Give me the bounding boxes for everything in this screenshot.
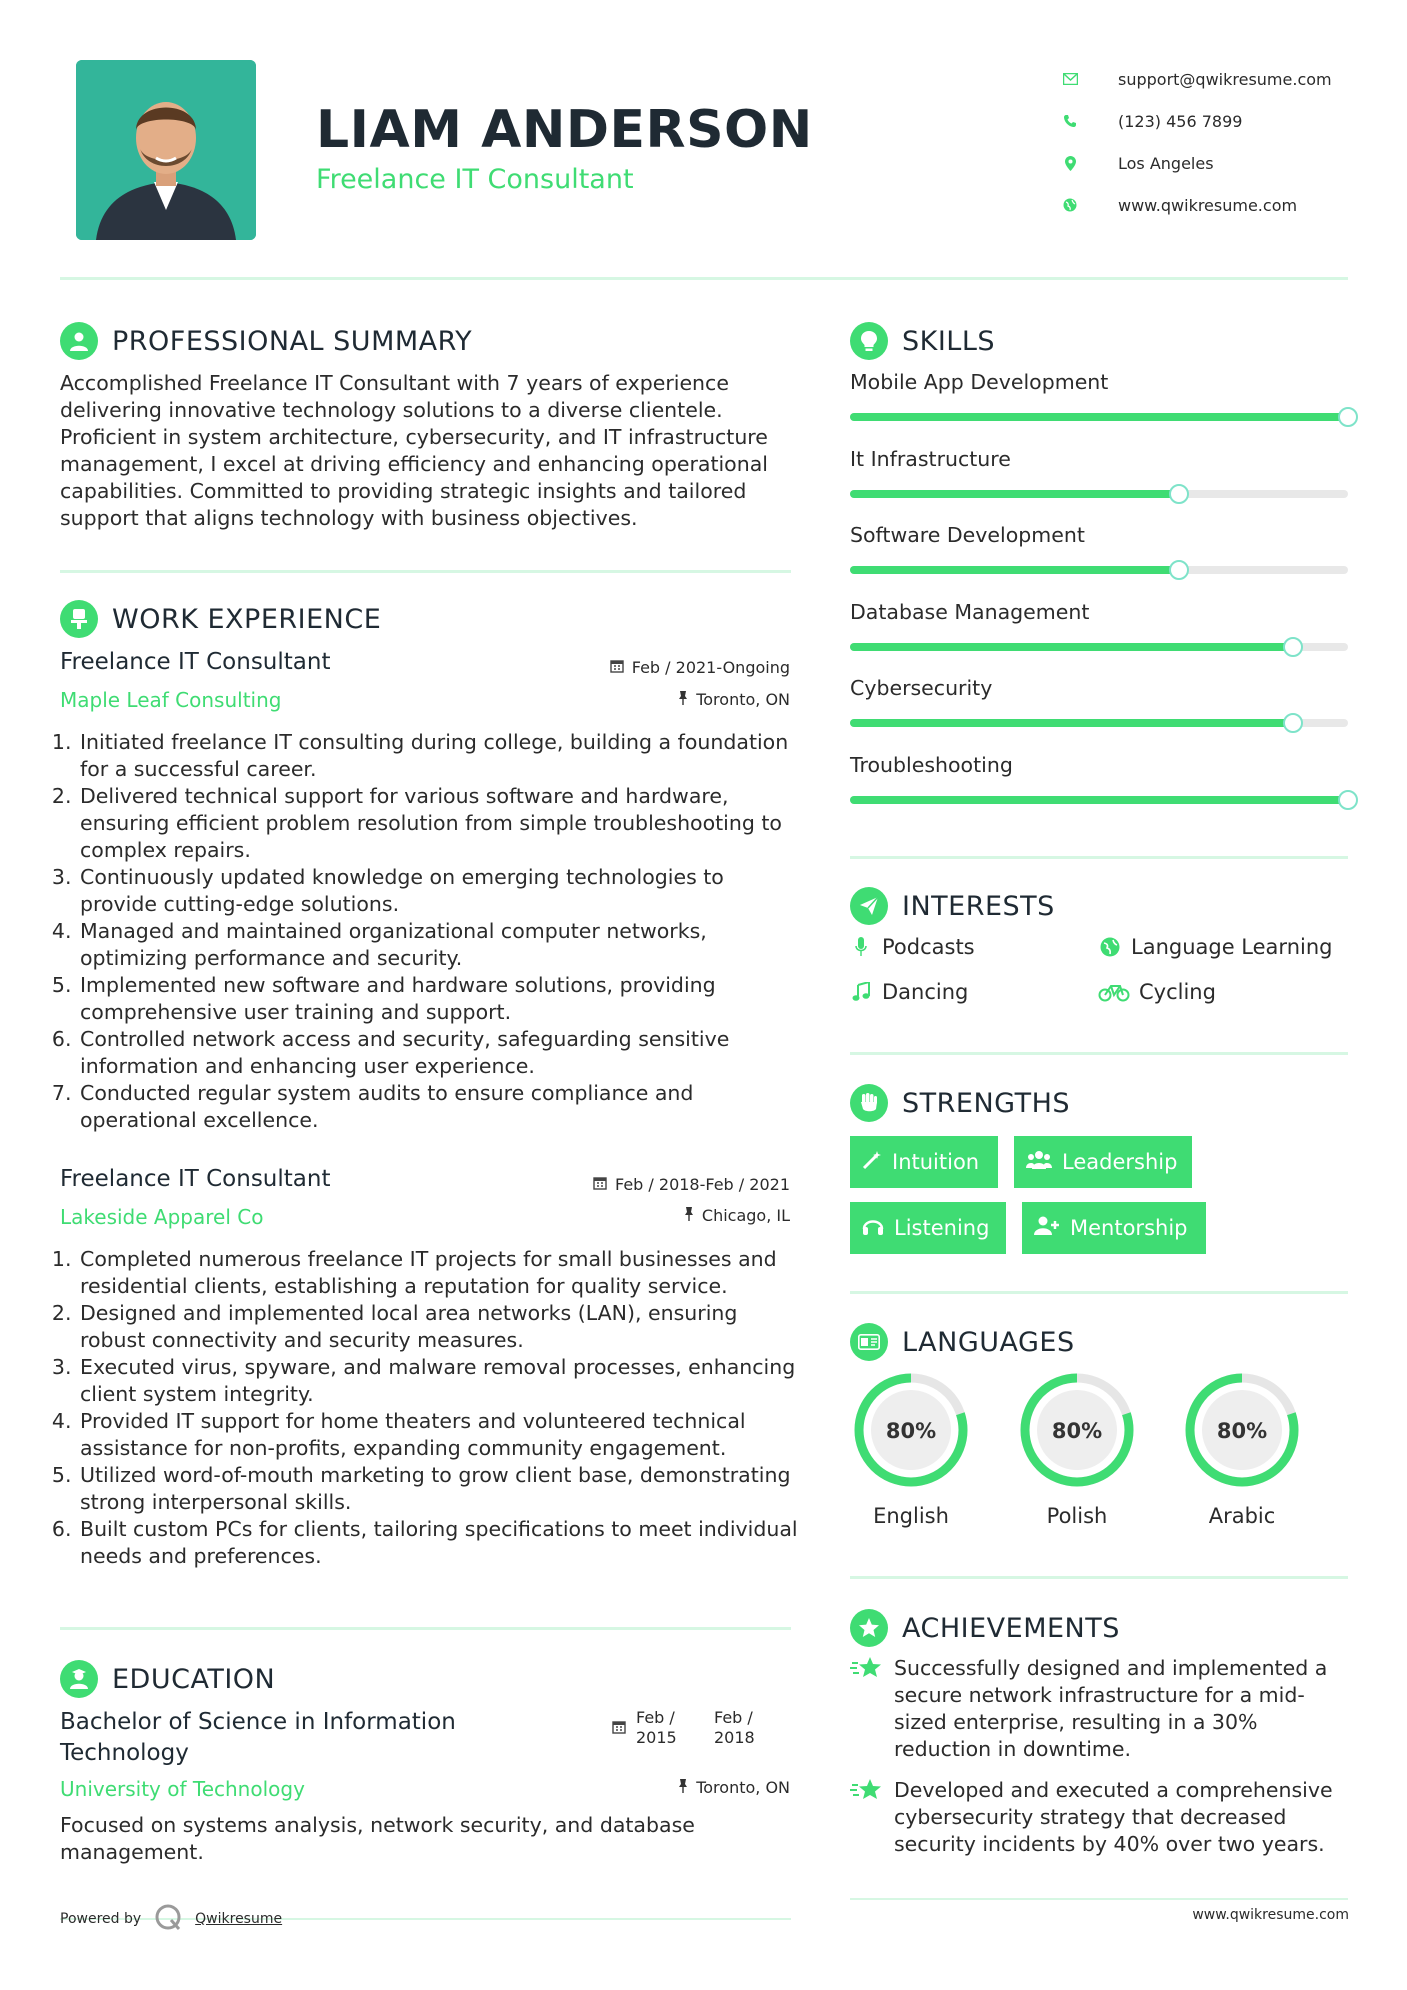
skill-level-knob <box>1169 560 1189 580</box>
strengths-divider <box>850 1291 1348 1294</box>
strength-intuition <box>850 1136 998 1188</box>
skill-level-knob <box>1338 790 1358 810</box>
languages-divider <box>850 1576 1348 1579</box>
footer-divider-right <box>850 1898 1348 1900</box>
calendar-icon <box>612 1719 626 1738</box>
job-2-date-text: Feb / 2018-Feb / 2021 <box>615 1175 790 1194</box>
language-ring <box>1015 1368 1139 1496</box>
contact-location-text: Los Angeles <box>1118 153 1214 173</box>
languages-heading <box>850 1323 1075 1361</box>
skills-title: SKILLS <box>902 325 996 357</box>
language-percent: 80% <box>885 1419 937 1443</box>
skill-label: Mobile App Development <box>850 370 1109 394</box>
languages-title: LANGUAGES <box>902 1326 1075 1358</box>
interest-podcasts <box>848 935 975 959</box>
user-plus-icon <box>1034 1216 1060 1241</box>
skill-level-knob <box>1283 637 1303 657</box>
skill-bar <box>850 796 1348 804</box>
job-1-location <box>678 690 790 709</box>
duty-item: 4. Managed and maintained organizational computer networks, optimizing performance and security. <box>78 918 798 972</box>
duty-item: 7. Conducted regular system audits to ensure compliance and operational excellence. <box>78 1080 798 1134</box>
interest-language-learning <box>1097 935 1332 959</box>
skill-bar-fill <box>850 566 1179 574</box>
powered-by <box>60 1902 282 1936</box>
job-2-date <box>593 1175 790 1194</box>
job-2-duties <box>58 1246 798 1570</box>
education-date <box>612 1708 762 1748</box>
graduate-icon <box>60 1660 98 1698</box>
skill-bar-fill <box>850 796 1348 804</box>
language-label: Arabic <box>1208 1504 1276 1528</box>
interest-cycling <box>1097 980 1216 1004</box>
contact-email-text: support@qwikresume.com <box>1118 69 1332 89</box>
education-date-start: Feb / 2015 <box>636 1708 677 1747</box>
job-1-company: Maple Leaf Consulting <box>60 688 282 712</box>
job-1-title: Freelance IT Consultant <box>60 649 331 675</box>
job-1-date <box>610 658 790 677</box>
education-title: EDUCATION <box>112 1663 276 1695</box>
strength-label: Mentorship <box>1070 1216 1188 1240</box>
skill-bar-fill <box>850 719 1293 727</box>
headphones-icon <box>862 1216 884 1241</box>
job-1-location-text: Toronto, ON <box>696 690 790 709</box>
strength-mentorship <box>1022 1202 1206 1254</box>
fist-icon <box>850 1084 888 1122</box>
education-description: Focused on systems analysis, network security, and database management. <box>60 1813 695 1864</box>
achievement-text: Developed and executed a comprehensive cybersecurity strategy that decreased security incidents by 40% over two years. <box>894 1778 1333 1856</box>
strengths-heading <box>850 1084 1070 1122</box>
brand-link[interactable]: Qwikresume <box>195 1911 283 1927</box>
star-trophy-icon <box>850 1655 884 1763</box>
calendar-icon <box>593 1175 607 1194</box>
skill-bar-fill <box>850 413 1348 421</box>
job-2-company: Lakeside Apparel Co <box>60 1205 264 1229</box>
skill-level-knob <box>1283 713 1303 733</box>
language-label: Polish <box>1046 1504 1108 1528</box>
education-location <box>678 1778 790 1797</box>
footer-url[interactable]: www.qwikresume.com <box>1192 1907 1349 1923</box>
degree-title: Bachelor of Science in Information Technology <box>60 1709 456 1766</box>
strengths-title: STRENGTHS <box>902 1087 1071 1119</box>
users-icon <box>1026 1150 1052 1175</box>
phone-icon <box>1050 114 1090 128</box>
candidate-name: LIAM ANDERSON <box>316 100 813 160</box>
contact-website-text: www.qwikresume.com <box>1118 195 1298 215</box>
contact-list <box>1050 58 1390 226</box>
skill-bar-fill <box>850 643 1293 651</box>
skill-label: Database Management <box>850 599 1090 624</box>
pushpin-icon <box>684 1206 694 1225</box>
interests-heading <box>850 887 1055 925</box>
skill-bar-fill <box>850 490 1179 498</box>
education-location-text: Toronto, ON <box>696 1778 790 1797</box>
skill-bar <box>850 719 1348 727</box>
school-name: University of Technology <box>60 1777 305 1801</box>
skill-bar <box>850 490 1348 498</box>
skill-label: Cybersecurity <box>850 676 993 700</box>
job-2-location-text: Chicago, IL <box>701 1206 790 1225</box>
interest-dancing <box>848 980 968 1004</box>
language-ring <box>1180 1368 1304 1496</box>
calendar-icon <box>610 658 624 677</box>
interests-title: INTERESTS <box>902 890 1055 922</box>
magic-wand-icon <box>862 1150 882 1175</box>
candidate-title: Freelance IT Consultant <box>316 164 634 195</box>
strength-label: Leadership <box>1062 1150 1178 1174</box>
duty-item: 5. Implemented new software and hardware solutions, providing comprehensive user training and support. <box>78 972 798 1026</box>
star-trophy-icon <box>850 1777 884 1858</box>
duty-item: 6. Controlled network access and security, safeguarding sensitive information and enhancing user experience. <box>78 1026 798 1080</box>
strength-label: Intuition <box>892 1150 980 1174</box>
strength-label: Listening <box>894 1216 990 1240</box>
language-percent: 80% <box>1051 1419 1103 1443</box>
skill-bar <box>850 643 1348 651</box>
contact-phone-text: (123) 456 7899 <box>1118 111 1243 131</box>
lightbulb-icon <box>850 322 888 360</box>
job-1-date-text: Feb / 2021-Ongoing <box>631 658 790 677</box>
pushpin-icon <box>678 690 688 709</box>
skill-bar <box>850 413 1348 421</box>
email-icon <box>1050 73 1090 85</box>
globe-icon <box>1097 937 1123 957</box>
summary-text: Accomplished Freelance IT Consultant with 7 years of experience delivering innovative technology solutions to a diverse clientele. Proficient in system architecture, cybersecurity, and IT infrastructure management, I excel at driving efficiency and enhancing operational capabilities. Committed to providing strategic insights and tailored support that aligns technology with business objectives. <box>60 371 768 530</box>
microphone-icon <box>848 937 874 957</box>
achievement-text: Successfully designed and implemented a secure network infrastructure for a mid-sized enterprise, resulting in a 30% reduction in downtime. <box>894 1656 1328 1761</box>
duty-item: 6. Built custom PCs for clients, tailoring specifications to meet individual needs and preferences. <box>78 1516 798 1570</box>
skill-label: Software Development <box>850 523 1085 547</box>
education-date-end: Feb / 2018 <box>714 1708 755 1747</box>
work-divider <box>60 1627 791 1630</box>
interest-label: Cycling <box>1139 980 1216 1004</box>
interest-label: Dancing <box>882 980 969 1004</box>
education-heading <box>60 1660 275 1698</box>
job-2-title: Freelance IT Consultant <box>60 1166 331 1192</box>
strength-listening <box>850 1202 1006 1254</box>
duty-item: 3. Executed virus, spyware, and malware removal processes, enhancing client system integrity. <box>78 1354 798 1408</box>
skill-label: It Infrastructure <box>850 446 1011 471</box>
summary-heading <box>60 322 472 360</box>
globe-icon <box>1050 198 1090 212</box>
achievements-title: ACHIEVEMENTS <box>902 1612 1120 1644</box>
music-note-icon <box>848 982 874 1002</box>
job-1-duties <box>58 729 798 1134</box>
duty-item: 5. Utilized word-of-mouth marketing to grow client base, demonstrating strong interpersonal skills. <box>78 1462 798 1516</box>
interest-label: Podcasts <box>882 935 975 959</box>
interests-divider <box>850 1052 1348 1055</box>
interest-label: Language Learning <box>1131 935 1333 959</box>
skills-heading <box>850 322 995 360</box>
achievements-heading <box>850 1609 1120 1647</box>
achievement-item <box>850 1777 1350 1858</box>
achievement-item <box>850 1655 1350 1763</box>
duty-item: 1. Completed numerous freelance IT projects for small businesses and residential clients, establishing a reputation for quality service. <box>78 1246 798 1300</box>
summary-title: PROFESSIONAL SUMMARY <box>112 325 473 357</box>
duty-item: 1. Initiated freelance IT consulting during college, building a foundation for a successful career. <box>78 729 798 783</box>
summary-divider <box>60 570 791 573</box>
briefcase-icon <box>60 600 98 638</box>
duty-item: 2. Delivered technical support for various software and hardware, ensuring efficient problem resolution from simple troubleshooting to complex repairs. <box>78 783 798 864</box>
header-divider <box>60 277 1348 280</box>
location-pin-icon <box>1050 156 1090 171</box>
language-percent: 80% <box>1216 1419 1268 1443</box>
strength-leadership <box>1014 1136 1192 1188</box>
skills-divider <box>850 856 1348 859</box>
job-2-location <box>684 1206 790 1225</box>
skill-level-knob <box>1169 484 1189 504</box>
bicycle-icon <box>1097 982 1131 1002</box>
profile-photo <box>76 60 256 240</box>
contact-phone[interactable] <box>1050 100 1390 142</box>
duty-item: 2. Designed and implemented local area networks (LAN), ensuring robust connectivity and security measures. <box>78 1300 798 1354</box>
paper-plane-icon <box>850 887 888 925</box>
star-icon <box>850 1609 888 1647</box>
skill-level-knob <box>1338 407 1358 427</box>
language-icon <box>850 1323 888 1361</box>
user-icon <box>60 322 98 360</box>
work-title: WORK EXPERIENCE <box>112 603 382 635</box>
contact-website[interactable] <box>1050 184 1390 226</box>
duty-item: 4. Provided IT support for home theaters and volunteered technical assistance for non-profits, expanding community engagement. <box>78 1408 798 1462</box>
powered-by-text: Powered by <box>60 1911 142 1927</box>
duty-item: 3. Continuously updated knowledge on emerging technologies to provide cutting-edge solutions. <box>78 864 798 918</box>
language-label: English <box>873 1504 949 1528</box>
contact-location <box>1050 142 1390 184</box>
contact-email[interactable] <box>1050 58 1390 100</box>
pushpin-icon <box>678 1778 688 1797</box>
work-heading <box>60 600 381 638</box>
skill-label: Troubleshooting <box>850 752 1013 777</box>
language-ring <box>849 1368 973 1496</box>
qwikresume-logo-icon <box>153 1902 183 1936</box>
skill-bar <box>850 566 1348 574</box>
